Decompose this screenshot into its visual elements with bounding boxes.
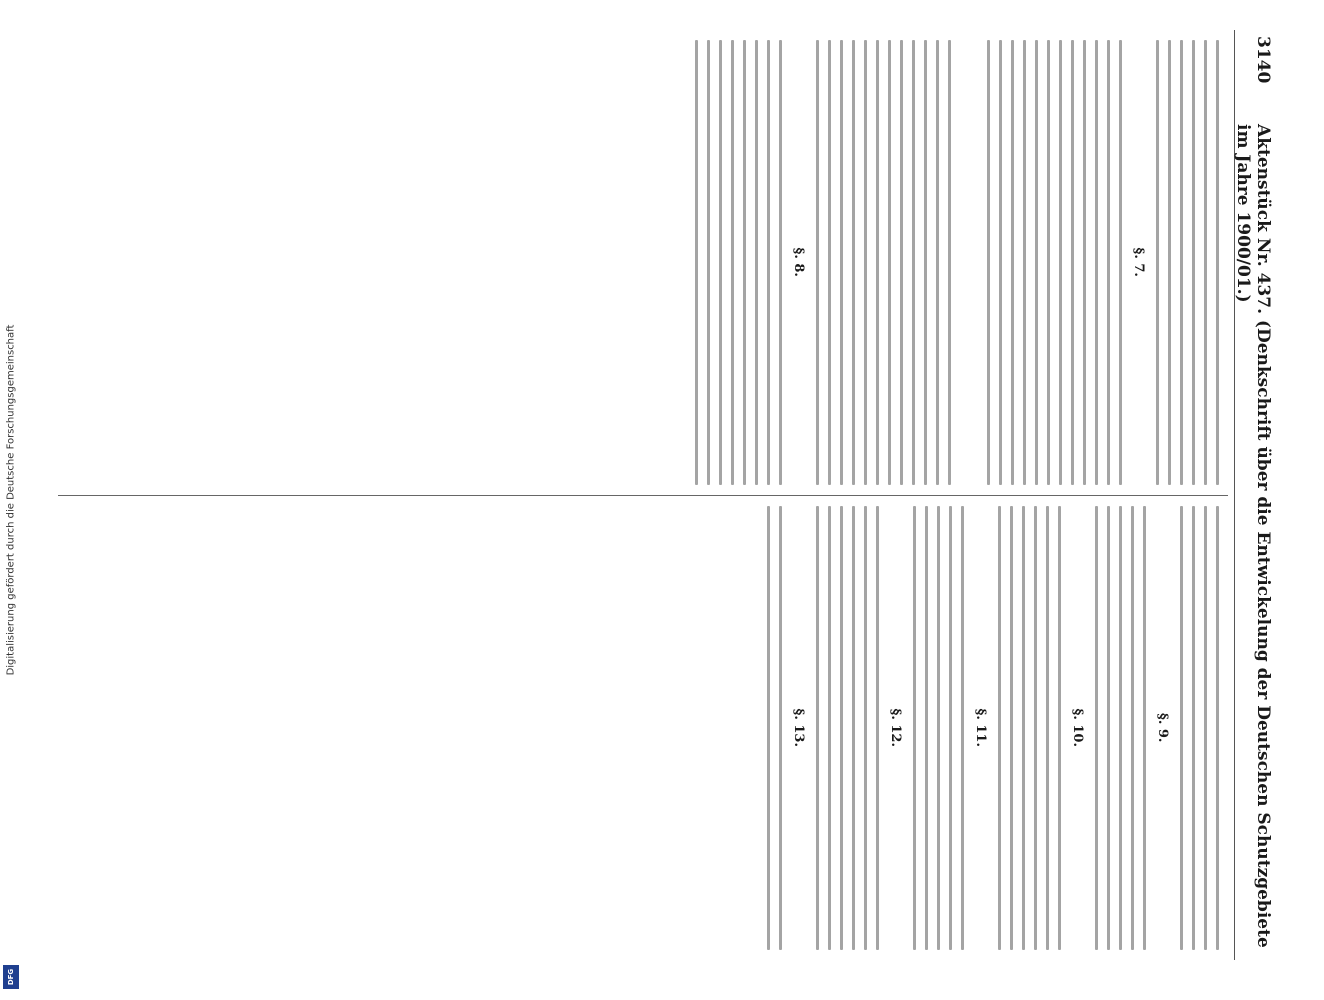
text-block xyxy=(1095,506,1146,951)
digitization-footer xyxy=(0,0,22,1000)
page-number: 3140 xyxy=(1253,36,1273,84)
text-block xyxy=(1156,40,1219,485)
section-heading: §. 13. xyxy=(791,708,806,747)
section-heading: §. 8. xyxy=(791,247,806,277)
section-heading: §. 10. xyxy=(1070,708,1085,747)
text-block xyxy=(1180,506,1219,951)
text-block xyxy=(816,40,951,485)
text-block xyxy=(816,506,879,951)
footer-text: Digitalisierung gefördert durch die Deutsche Forschungsgemeinschaft xyxy=(5,324,17,676)
section-heading: §. 12. xyxy=(888,708,903,747)
dfg-logo-icon: DFG xyxy=(3,965,19,989)
text-block xyxy=(767,506,782,951)
text-block xyxy=(695,40,782,485)
rotated-document-page xyxy=(53,30,1273,960)
text-block xyxy=(913,506,964,951)
page-header xyxy=(1234,30,1273,960)
text-block xyxy=(998,506,1061,951)
page-title: Aktenstück Nr. 437. (Denkschrift über die Entwickelung der Deutschen Schutzgebiete im Jahre 1900/01.) xyxy=(1233,124,1273,948)
text-block xyxy=(987,40,1122,485)
section-heading: §. 7. xyxy=(1131,247,1146,277)
text-columns xyxy=(58,30,1228,960)
right-column xyxy=(58,495,1228,961)
left-column xyxy=(58,30,1228,495)
section-heading: §. 11. xyxy=(973,708,988,747)
section-heading: §. 9. xyxy=(1155,713,1170,743)
